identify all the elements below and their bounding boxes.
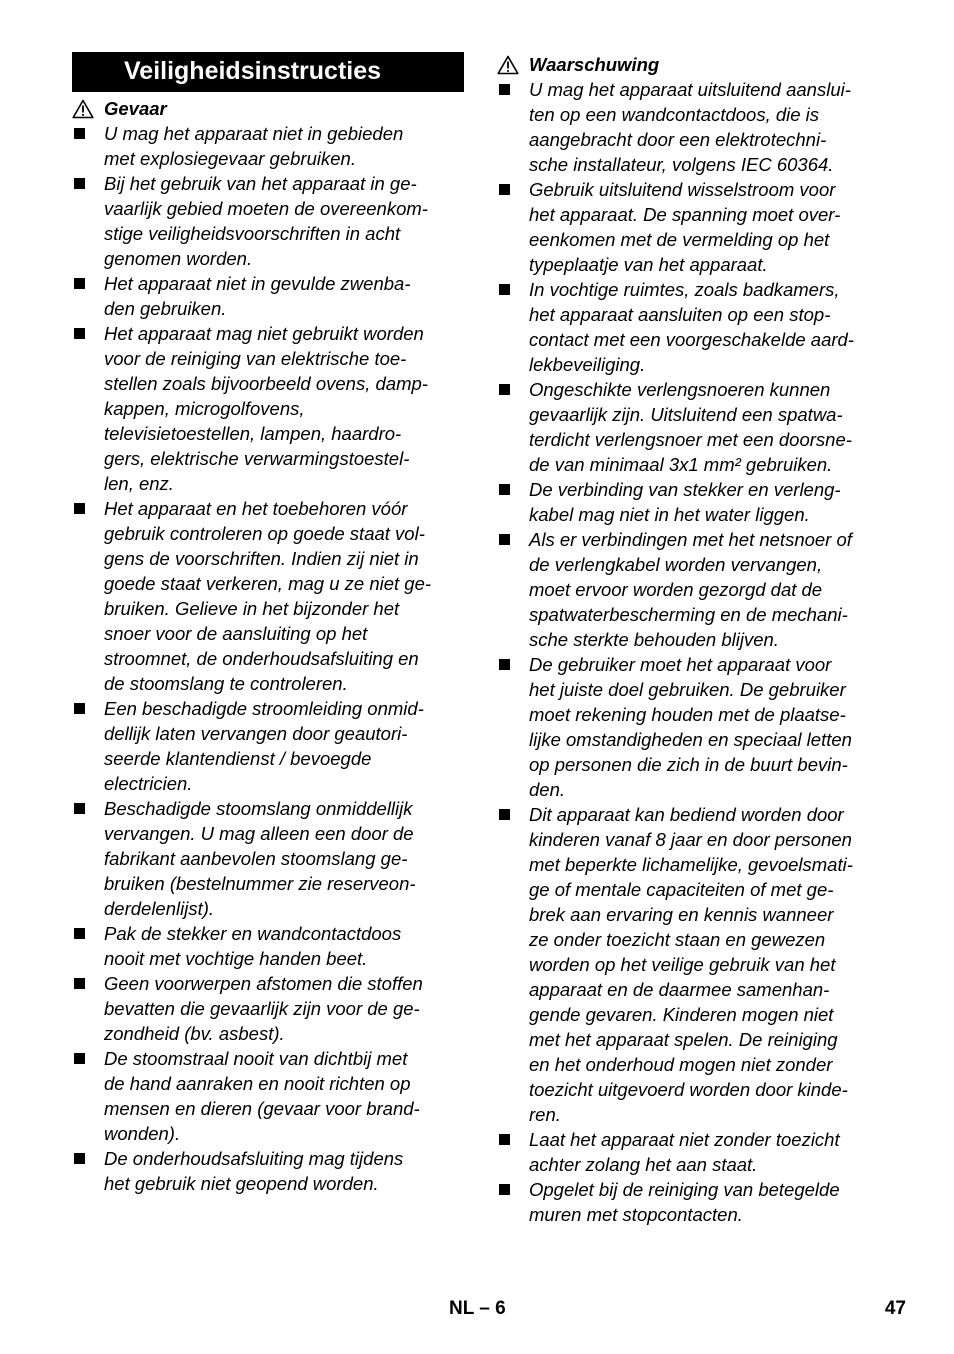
- list-item-line: sche sterkte behouden blijven.: [529, 629, 779, 650]
- square-bullet-icon: [74, 978, 85, 989]
- list-item-line: ge of mentale capaciteiten of met ge-: [529, 879, 834, 900]
- list-item-line: toezicht uitgevoerd worden door kinde-: [529, 1079, 848, 1100]
- list-item-line: electricien.: [104, 773, 193, 794]
- list-item-line: het apparaat aansluiten op een stop-: [529, 304, 831, 325]
- footer-section-number: NL – 6: [449, 1298, 506, 1319]
- list-item-line: gers, elektrische verwarmingstoestel-: [104, 448, 410, 469]
- list-item-line: De verbinding van stekker en verleng-: [529, 479, 841, 500]
- list-item-line: worden op het veilige gebruik van het: [529, 954, 836, 975]
- list-item: [497, 177, 889, 277]
- list-item-line: ten op een wandcontactdoos, die is: [529, 104, 820, 125]
- list-item-line: bevatten die gevaarlijk zijn voor de ge-: [104, 998, 420, 1019]
- list-item-line: de stoomslang te controleren.: [104, 673, 348, 694]
- list-item-line: derdelenlijst).: [104, 898, 215, 919]
- list-item-line: gende gevaren. Kinderen mogen niet: [529, 1004, 834, 1025]
- list-item-line: en het onderhoud mogen niet zonder: [529, 1054, 833, 1075]
- list-item-line: U mag het apparaat uitsluitend aanslui-: [529, 79, 851, 100]
- square-bullet-icon: [74, 328, 85, 339]
- list-item-line: eenkomen met de vermelding op het: [529, 229, 830, 250]
- list-item: [497, 652, 889, 802]
- list-item-line: nooit met vochtige handen beet.: [104, 948, 368, 969]
- square-bullet-icon: [74, 1153, 85, 1164]
- square-bullet-icon: [499, 384, 510, 395]
- list-item: [72, 971, 464, 1046]
- list-item-line: spatwaterbescherming en de mechani-: [529, 604, 848, 625]
- list-item-line: mensen en dieren (gevaar voor brand-: [104, 1098, 420, 1119]
- square-bullet-icon: [74, 703, 85, 714]
- list-item-line: voor de reiniging van elektrische toe-: [104, 348, 407, 369]
- list-item-line: gevaarlijk zijn. Uitsluitend een spatwa-: [529, 404, 843, 425]
- list-item-line: de verlengkabel worden vervangen,: [529, 554, 823, 575]
- list-item-line: ze onder toezicht staan en gewezen: [529, 929, 826, 950]
- warning-triangle-icon: [72, 99, 94, 119]
- warning-heading: [497, 52, 889, 77]
- square-bullet-icon: [499, 184, 510, 195]
- square-bullet-icon: [499, 484, 510, 495]
- list-item: [72, 1146, 464, 1196]
- list-item-line: dellijk laten vervangen door geautori-: [104, 723, 408, 744]
- square-bullet-icon: [74, 503, 85, 514]
- list-item-line: aangebracht door een elektrotechni-: [529, 129, 827, 150]
- list-item-line: Geen voorwerpen afstomen die stoffen: [104, 973, 423, 994]
- list-item-line: seerde klantendienst / bevoegde: [104, 748, 372, 769]
- square-bullet-icon: [499, 1184, 510, 1195]
- list-item-line: zondheid (bv. asbest).: [104, 1023, 285, 1044]
- list-item-line: gebruik controleren op goede staat vol-: [104, 523, 425, 544]
- list-item-line: In vochtige ruimtes, zoals badkamers,: [529, 279, 840, 300]
- list-item-line: het juiste doel gebruiken. De gebruiker: [529, 679, 846, 700]
- square-bullet-icon: [499, 84, 510, 95]
- square-bullet-icon: [74, 928, 85, 939]
- list-item-line: Gebruik uitsluitend wisselstroom voor: [529, 179, 836, 200]
- list-item-line: bruiken (bestelnummer zie reserveon-: [104, 873, 416, 894]
- list-item-line: Beschadigde stoomslang onmiddellijk: [104, 798, 413, 819]
- warning-label: Waarschuwing: [529, 54, 660, 75]
- square-bullet-icon: [74, 128, 85, 139]
- list-item: [72, 796, 464, 921]
- list-item-line: Het apparaat en het toebehoren vóór: [104, 498, 408, 519]
- square-bullet-icon: [499, 284, 510, 295]
- list-item-line: vaarlijk gebied moeten de overeenkom-: [104, 198, 428, 219]
- list-item-line: de hand aanraken en nooit richten op: [104, 1073, 411, 1094]
- list-item-line: terdicht verlengsnoer met een doorsne-: [529, 429, 852, 450]
- right-column: [497, 52, 889, 1227]
- list-item-line: Pak de stekker en wandcontactdoos: [104, 923, 402, 944]
- list-item: [72, 921, 464, 971]
- list-item-line: muren met stopcontacten.: [529, 1204, 743, 1225]
- list-item-line: moet rekening houden met de plaatse-: [529, 704, 846, 725]
- list-item-line: lijke omstandigheden en speciaal letten: [529, 729, 852, 750]
- square-bullet-icon: [74, 178, 85, 189]
- page-title: Veiligheidsinstructies: [72, 52, 464, 92]
- list-item-line: het apparaat. De spanning moet over-: [529, 204, 841, 225]
- square-bullet-icon: [74, 278, 85, 289]
- list-item-line: achter zolang het aan staat.: [529, 1154, 758, 1175]
- list-item-line: den gebruiken.: [104, 298, 227, 319]
- list-item-line: Als er verbindingen met het netsnoer of: [529, 529, 852, 550]
- list-item-line: De stoomstraal nooit van dichtbij met: [104, 1048, 408, 1069]
- danger-list: [72, 121, 464, 1196]
- warning-list: [497, 77, 889, 1227]
- list-item-line: met het apparaat spelen. De reiniging: [529, 1029, 838, 1050]
- list-item: [72, 121, 464, 171]
- square-bullet-icon: [499, 534, 510, 545]
- list-item-line: gens de voorschriften. Indien zij niet in: [104, 548, 419, 569]
- list-item-line: ren.: [529, 1104, 561, 1125]
- list-item-line: genomen worden.: [104, 248, 253, 269]
- square-bullet-icon: [74, 1053, 85, 1064]
- list-item: [72, 1046, 464, 1146]
- list-item-line: Dit apparaat kan bediend worden door: [529, 804, 844, 825]
- warning-triangle-icon: [497, 55, 519, 75]
- list-item-line: Laat het apparaat niet zonder toezicht: [529, 1129, 840, 1150]
- list-item-line: den.: [529, 779, 566, 800]
- list-item-line: op personen die zich in de buurt bevin-: [529, 754, 848, 775]
- list-item: [72, 696, 464, 796]
- list-item-line: len, enz.: [104, 473, 174, 494]
- list-item-line: goede staat verkeren, mag u ze niet ge-: [104, 573, 432, 594]
- list-item: [497, 802, 889, 1127]
- list-item: [497, 527, 889, 652]
- list-item: [497, 1177, 889, 1227]
- list-item-line: met beperkte lichamelijke, gevoelsmati-: [529, 854, 853, 875]
- list-item: [497, 77, 889, 177]
- list-item-line: snoer voor de aansluiting op het: [104, 623, 368, 644]
- list-item-line: sche installateur, volgens IEC 60364.: [529, 154, 834, 175]
- list-item-line: Bij het gebruik van het apparaat in ge-: [104, 173, 417, 194]
- list-item-line: brek aan ervaring en kennis wanneer: [529, 904, 834, 925]
- list-item-line: stroomnet, de onderhoudsafsluiting en: [104, 648, 419, 669]
- list-item-line: het gebruik niet geopend worden.: [104, 1173, 379, 1194]
- square-bullet-icon: [74, 803, 85, 814]
- list-item-line: fabrikant aanbevolen stoomslang ge-: [104, 848, 408, 869]
- list-item: [497, 477, 889, 527]
- list-item-line: de van minimaal 3x1 mm² gebruiken.: [529, 454, 833, 475]
- list-item-line: kappen, microgolfovens,: [104, 398, 305, 419]
- list-item: [72, 321, 464, 496]
- list-item-line: Het apparaat mag niet gebruikt worden: [104, 323, 424, 344]
- list-item-line: stige veiligheidsvoorschriften in acht: [104, 223, 401, 244]
- list-item-line: De gebruiker moet het apparaat voor: [529, 654, 832, 675]
- list-item-line: stellen zoals bijvoorbeeld ovens, damp-: [104, 373, 428, 394]
- left-column: [72, 52, 464, 1196]
- danger-label: Gevaar: [104, 98, 167, 119]
- danger-heading: [72, 96, 464, 121]
- list-item-line: moet ervoor worden gezorgd dat de: [529, 579, 823, 600]
- list-item-line: bruiken. Gelieve in het bijzonder het: [104, 598, 400, 619]
- list-item-line: De onderhoudsafsluiting mag tijdens: [104, 1148, 404, 1169]
- list-item-line: U mag het apparaat niet in gebieden: [104, 123, 404, 144]
- list-item-line: wonden).: [104, 1123, 181, 1144]
- list-item: [497, 1127, 889, 1177]
- square-bullet-icon: [499, 1134, 510, 1145]
- list-item-line: kabel mag niet in het water liggen.: [529, 504, 810, 525]
- list-item-line: vervangen. U mag alleen een door de: [104, 823, 414, 844]
- footer-page-number: 47: [884, 1298, 906, 1319]
- list-item-line: Ongeschikte verlengsnoeren kunnen: [529, 379, 831, 400]
- list-item-line: televisietoestellen, lampen, haardro-: [104, 423, 402, 444]
- list-item: [72, 496, 464, 696]
- square-bullet-icon: [499, 659, 510, 670]
- list-item-line: met explosiegevaar gebruiken.: [104, 148, 356, 169]
- list-item: [497, 377, 889, 477]
- list-item: [497, 277, 889, 377]
- list-item-line: apparaat en de daarmee samenhan-: [529, 979, 830, 1000]
- list-item-line: typeplaatje van het apparaat.: [529, 254, 768, 275]
- list-item-line: Opgelet bij de reiniging van betegelde: [529, 1179, 840, 1200]
- list-item-line: kinderen vanaf 8 jaar en door personen: [529, 829, 852, 850]
- list-item-line: contact met een voorgeschakelde aard-: [529, 329, 854, 350]
- list-item: [72, 171, 464, 271]
- square-bullet-icon: [499, 809, 510, 820]
- list-item-line: Het apparaat niet in gevulde zwenba-: [104, 273, 411, 294]
- list-item-line: Een beschadigde stroomleiding onmid-: [104, 698, 424, 719]
- list-item: [72, 271, 464, 321]
- list-item-line: lekbeveiliging.: [529, 354, 646, 375]
